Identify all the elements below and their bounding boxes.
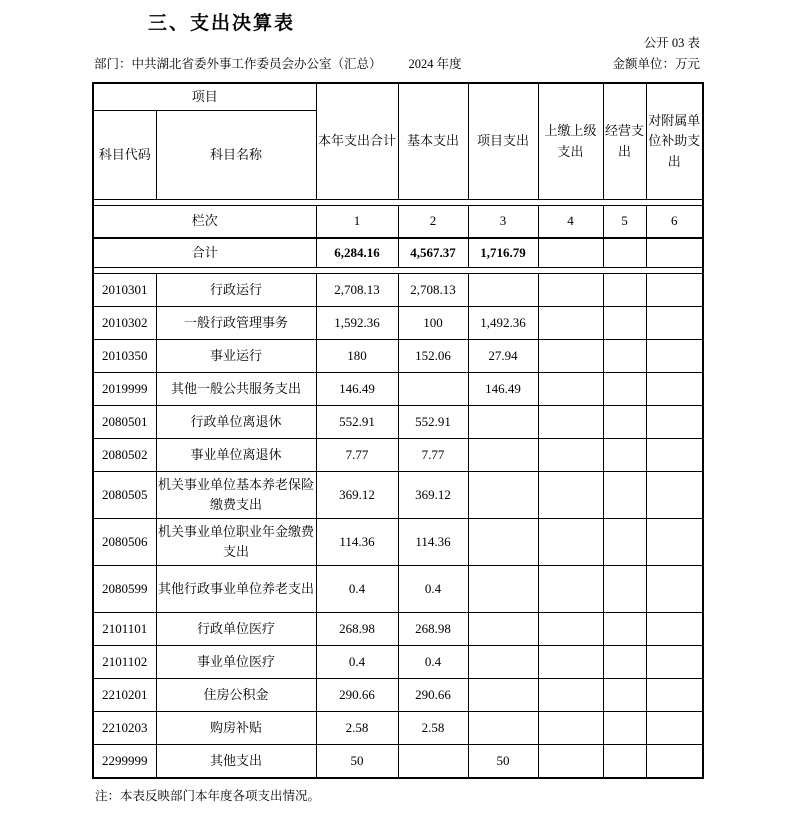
header-subject-code: 科目代码 (93, 111, 156, 200)
value-col-5 (603, 566, 646, 613)
subject-code: 2080501 (93, 406, 156, 439)
value-col-2: 369.12 (398, 472, 468, 519)
subject-code: 2010302 (93, 307, 156, 340)
table-row (93, 406, 703, 439)
value-col-3 (468, 519, 538, 566)
value-col-1: 180 (316, 340, 398, 373)
value-col-6 (646, 472, 703, 519)
table-row (93, 712, 703, 745)
value-col-6 (646, 646, 703, 679)
subject-name: 其他一般公共服务支出 (156, 373, 316, 406)
table-rows (93, 274, 703, 779)
value-col-3 (468, 679, 538, 712)
value-col-4 (538, 613, 603, 646)
value-col-3: 27.94 (468, 340, 538, 373)
value-col-2: 100 (398, 307, 468, 340)
column-number-4: 4 (538, 206, 603, 239)
value-col-6 (646, 519, 703, 566)
table-row (93, 307, 703, 340)
value-col-3 (468, 274, 538, 307)
subject-name: 购房补贴 (156, 712, 316, 745)
total-row (93, 238, 703, 268)
table-row (93, 472, 703, 519)
value-col-2: 0.4 (398, 566, 468, 613)
column-index-label: 栏次 (93, 206, 316, 239)
subject-name: 行政运行 (156, 274, 316, 307)
value-col-4 (538, 472, 603, 519)
value-col-3: 1,492.36 (468, 307, 538, 340)
value-col-4 (538, 439, 603, 472)
amount-unit-label: 金额单位：万元 (612, 57, 700, 71)
column-number-1: 1 (316, 206, 398, 239)
value-col-4 (538, 307, 603, 340)
column-number-3: 3 (468, 206, 538, 239)
value-col-4 (538, 406, 603, 439)
value-col-3: 50 (468, 745, 538, 779)
value-col-1: 114.36 (316, 519, 398, 566)
value-col-1: 2,708.13 (316, 274, 398, 307)
value-col-5 (603, 712, 646, 745)
total-value-1: 6,284.16 (316, 238, 398, 268)
table-row (93, 439, 703, 472)
fiscal-year-label: 2024 年度 (408, 57, 462, 71)
value-col-3 (468, 712, 538, 745)
value-col-1: 552.91 (316, 406, 398, 439)
value-col-1: 0.4 (316, 566, 398, 613)
value-col-6 (646, 712, 703, 745)
value-col-1: 0.4 (316, 646, 398, 679)
value-col-1: 369.12 (316, 472, 398, 519)
column-number-2: 2 (398, 206, 468, 239)
subject-code: 2299999 (93, 745, 156, 779)
value-col-3 (468, 566, 538, 613)
subject-code: 2210203 (93, 712, 156, 745)
value-col-5 (603, 373, 646, 406)
value-col-3: 146.49 (468, 373, 538, 406)
value-col-6 (646, 566, 703, 613)
value-col-2: 290.66 (398, 679, 468, 712)
value-col-2: 7.77 (398, 439, 468, 472)
table-row (93, 566, 703, 613)
value-col-4 (538, 745, 603, 779)
value-col-3 (468, 472, 538, 519)
subject-name: 事业单位离退休 (156, 439, 316, 472)
column-number-5: 5 (603, 206, 646, 239)
subject-code: 2080599 (93, 566, 156, 613)
table-row (93, 613, 703, 646)
value-col-4 (538, 646, 603, 679)
total-value-6 (646, 238, 703, 268)
value-col-4 (538, 679, 603, 712)
table-row (93, 745, 703, 779)
subject-code: 2019999 (93, 373, 156, 406)
value-col-6 (646, 439, 703, 472)
meta-row (94, 54, 700, 72)
value-col-5 (603, 340, 646, 373)
value-col-2: 552.91 (398, 406, 468, 439)
value-col-6 (646, 745, 703, 779)
subject-name: 其他支出 (156, 745, 316, 779)
value-col-1: 268.98 (316, 613, 398, 646)
subject-code: 2010350 (93, 340, 156, 373)
value-col-2 (398, 745, 468, 779)
subject-code: 2101102 (93, 646, 156, 679)
value-col-2: 2.58 (398, 712, 468, 745)
header-row-project (93, 83, 703, 111)
value-col-1: 7.77 (316, 439, 398, 472)
subject-name: 机关事业单位基本养老保险缴费支出 (156, 472, 316, 519)
value-col-1: 50 (316, 745, 398, 779)
header-project-expenditure: 项目支出 (468, 83, 538, 200)
value-col-6 (646, 373, 703, 406)
value-col-4 (538, 712, 603, 745)
value-col-4 (538, 566, 603, 613)
table-row (93, 519, 703, 566)
value-col-6 (646, 679, 703, 712)
value-col-4 (538, 340, 603, 373)
department-label: 部门：中共湖北省委外事工作委员会办公室（汇总） (94, 57, 382, 71)
header-subject-name: 科目名称 (156, 111, 316, 200)
subject-code: 2080502 (93, 439, 156, 472)
subject-name: 机关事业单位职业年金缴费支出 (156, 519, 316, 566)
footnote: 注：本表反映部门本年度各项支出情况。 (95, 789, 321, 803)
header-basic-expenditure: 基本支出 (398, 83, 468, 200)
value-col-5 (603, 307, 646, 340)
value-col-5 (603, 274, 646, 307)
value-col-6 (646, 307, 703, 340)
value-col-6 (646, 274, 703, 307)
value-col-4 (538, 519, 603, 566)
subject-name: 事业运行 (156, 340, 316, 373)
value-col-2: 0.4 (398, 646, 468, 679)
column-index-row (93, 206, 703, 239)
column-number-6: 6 (646, 206, 703, 239)
table-row (93, 340, 703, 373)
value-col-6 (646, 406, 703, 439)
total-label: 合计 (93, 238, 316, 268)
value-col-5 (603, 646, 646, 679)
subject-name: 一般行政管理事务 (156, 307, 316, 340)
value-col-6 (646, 613, 703, 646)
table-row (93, 679, 703, 712)
total-value-3: 1,716.79 (468, 238, 538, 268)
subject-code: 2080505 (93, 472, 156, 519)
subject-name: 行政单位医疗 (156, 613, 316, 646)
value-col-4 (538, 373, 603, 406)
value-col-5 (603, 406, 646, 439)
header-affiliate-subsidy: 对附属单位补助支出 (646, 83, 703, 200)
total-value-4 (538, 238, 603, 268)
value-col-5 (603, 472, 646, 519)
page-title: 三、支出决算表 (148, 13, 296, 34)
value-col-5 (603, 679, 646, 712)
value-col-3 (468, 646, 538, 679)
header-project: 项目 (93, 83, 316, 111)
value-col-1: 2.58 (316, 712, 398, 745)
value-col-3 (468, 439, 538, 472)
total-value-5 (603, 238, 646, 268)
doc-number-label: 公开 03 表 (643, 36, 700, 50)
header-total-expenditure: 本年支出合计 (316, 83, 398, 200)
value-col-5 (603, 613, 646, 646)
total-value-2: 4,567.37 (398, 238, 468, 268)
value-col-5 (603, 519, 646, 566)
value-col-2 (398, 373, 468, 406)
subject-name: 事业单位医疗 (156, 646, 316, 679)
subject-name: 其他行政事业单位养老支出 (156, 566, 316, 613)
value-col-2: 114.36 (398, 519, 468, 566)
subject-code: 2210201 (93, 679, 156, 712)
value-col-2: 268.98 (398, 613, 468, 646)
value-col-5 (603, 745, 646, 779)
value-col-3 (468, 406, 538, 439)
table-row (93, 274, 703, 307)
value-col-1: 146.49 (316, 373, 398, 406)
subject-code: 2101101 (93, 613, 156, 646)
table-row (93, 373, 703, 406)
header-operating-expenditure: 经营支出 (603, 83, 646, 200)
expenditure-table (92, 82, 704, 779)
subject-code: 2080506 (93, 519, 156, 566)
table-row (93, 646, 703, 679)
subject-code: 2010301 (93, 274, 156, 307)
value-col-1: 1,592.36 (316, 307, 398, 340)
value-col-4 (538, 274, 603, 307)
value-col-6 (646, 340, 703, 373)
subject-name: 住房公积金 (156, 679, 316, 712)
header-upward-payment: 上缴上级支出 (538, 83, 603, 200)
meta-left (94, 54, 462, 72)
subject-name: 行政单位离退休 (156, 406, 316, 439)
value-col-5 (603, 439, 646, 472)
value-col-3 (468, 613, 538, 646)
value-col-1: 290.66 (316, 679, 398, 712)
value-col-2: 152.06 (398, 340, 468, 373)
value-col-2: 2,708.13 (398, 274, 468, 307)
